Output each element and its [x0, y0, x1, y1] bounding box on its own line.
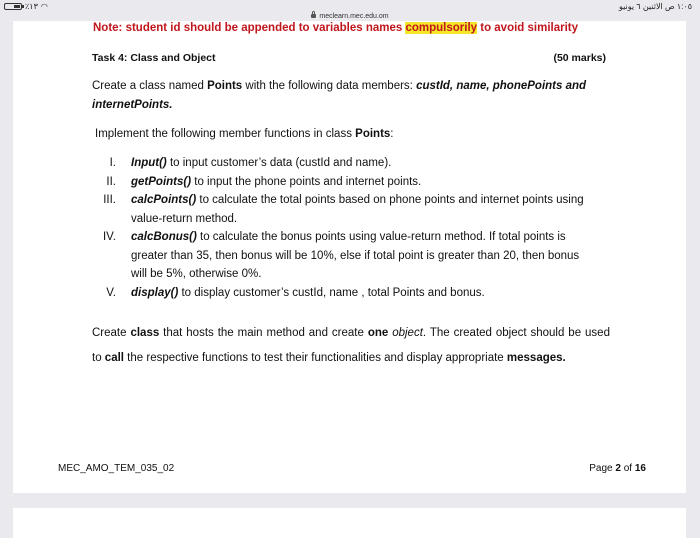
list-item-number: III.: [103, 194, 116, 206]
next-page-edge: [13, 508, 686, 538]
task-marks: (50 marks): [553, 52, 606, 64]
function-desc: to input customer’s data (custId and name).: [166, 157, 392, 169]
list-item-number: V.: [106, 286, 116, 299]
function-name: getPoints(): [131, 175, 192, 188]
closing-text-1: Create: [92, 327, 131, 339]
function-name: calcBonus(): [131, 231, 197, 243]
footer-total-pages: 16: [634, 463, 646, 474]
list-item: [92, 154, 596, 173]
document-page: [13, 21, 686, 493]
closing-word-class: class: [130, 327, 160, 339]
intro-text-1: Create a class named: [92, 80, 208, 92]
task-header: [92, 52, 606, 64]
lock-icon: [311, 14, 316, 18]
status-left: [4, 2, 48, 11]
closing-word-one: one: [367, 327, 389, 339]
page-footer: [58, 463, 646, 474]
implement-text-1: Implement the following member functions in class: [95, 128, 356, 140]
list-item-number: I.: [109, 157, 116, 169]
function-list: [92, 154, 596, 302]
closing-text-4: . The created object should be used to: [92, 327, 610, 364]
list-item: [92, 173, 596, 192]
list-item-number: IV.: [102, 231, 116, 243]
battery-icon: [4, 3, 22, 10]
footer-current-page: 2: [615, 463, 621, 474]
url-text: meclearn.mec.edu.om: [319, 13, 389, 20]
status-bar: [0, 0, 700, 14]
list-item-number: II.: [106, 175, 116, 188]
intro-members: custId, name, phonePoints and internetPoints.: [92, 80, 587, 111]
function-desc: to input the phone points and internet points.: [191, 175, 422, 188]
intro-paragraph: [92, 77, 610, 115]
function-desc: to calculate the total points based on phone points and internet points using value-return method.: [131, 194, 584, 225]
list-item: [92, 191, 596, 228]
note-prefix: Note: student id should be appended to variables names: [93, 22, 406, 34]
closing-word-messages: messages.: [506, 351, 566, 364]
implement-paragraph: [95, 125, 610, 144]
list-item: [92, 228, 596, 284]
note-highlight: compulsorily: [405, 22, 478, 34]
intro-class-name: Points: [207, 80, 243, 92]
function-desc: to calculate the bonus points using value-return method. If total points is greater than 35, then bonus will be 10%, else if total point is greater than 20, then bonus will be 5%, otherwise 0%.: [131, 231, 580, 280]
closing-text-5: the respective functions to test their functionalities and display appropriate: [123, 351, 507, 364]
implement-text-2: :: [390, 128, 394, 140]
function-desc: to display customer’s custId, name , total Points and bonus.: [178, 286, 485, 299]
function-name: Input(): [131, 157, 167, 169]
note-suffix: to avoid similarity: [477, 22, 579, 34]
function-name: calcPoints(): [131, 194, 197, 206]
closing-word-object: object: [392, 327, 423, 339]
function-name: display(): [131, 286, 179, 299]
task-title: Task 4: Class and Object: [92, 52, 216, 64]
closing-word-call: call: [104, 351, 124, 364]
intro-text-2: with the following data members:: [242, 80, 417, 92]
footer-page-number: [589, 463, 646, 474]
url-bar[interactable]: [0, 13, 700, 20]
status-datetime: ١:٠٥ ص الاثنين ٦ يونيو: [618, 2, 692, 11]
closing-text-2: that hosts the main method and create: [159, 327, 368, 339]
wifi-icon: ◠: [40, 2, 48, 11]
closing-paragraph: [92, 321, 610, 370]
note-line: [93, 22, 578, 34]
implement-class-name: Points: [355, 128, 391, 140]
battery-percent: ٪١٣: [25, 2, 38, 11]
footer-doc-code: MEC_AMO_TEM_035_02: [58, 463, 175, 474]
footer-page-label: Page: [589, 463, 616, 474]
list-item: [92, 284, 596, 303]
footer-of: of: [620, 463, 635, 474]
